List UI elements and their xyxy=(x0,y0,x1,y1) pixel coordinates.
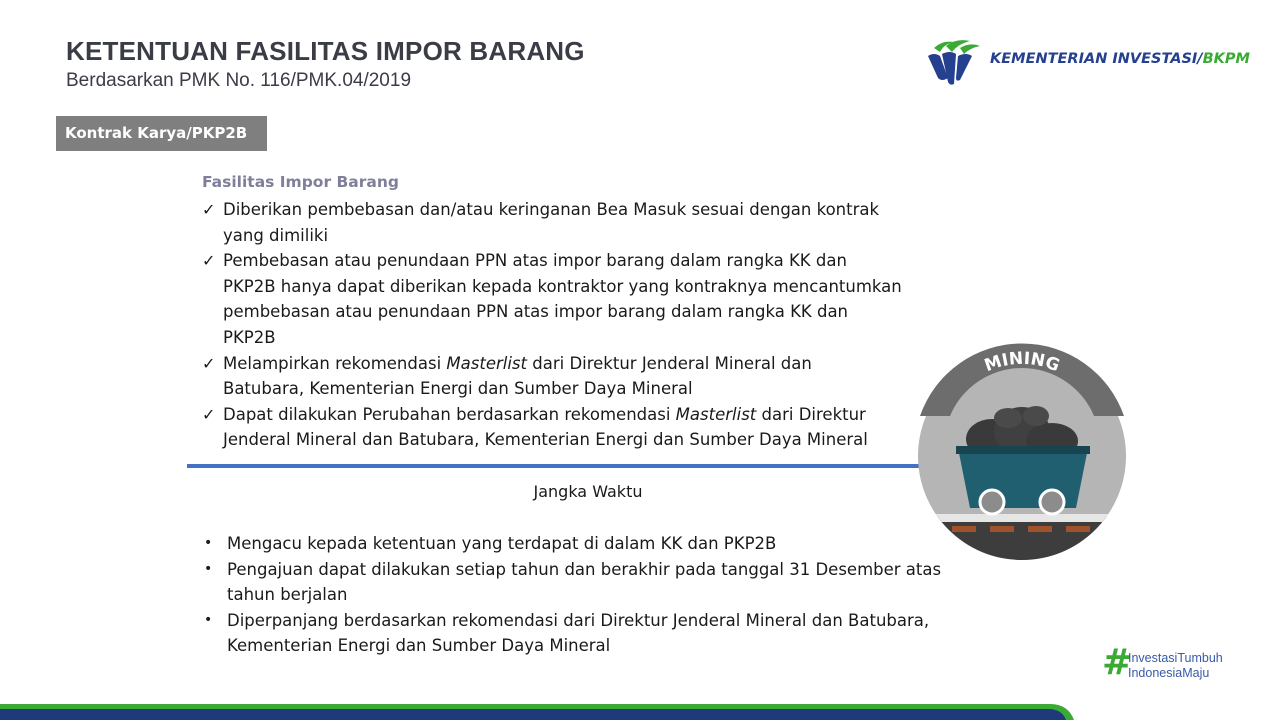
facilities-checklist xyxy=(202,197,942,453)
section-divider xyxy=(187,464,920,468)
page-title: KETENTUAN FASILITAS IMPOR BARANG xyxy=(66,36,585,66)
check-item: ✓ Melampirkan rekomendasi Masterlist dari Direktur Jenderal Mineral dan Batubara, Kementerian Energi dan Sumber Daya Mineral xyxy=(202,351,942,402)
ministry-name: KEMENTERIAN INVESTASI/BKPM xyxy=(990,51,1250,67)
list-item: • Pengajuan dapat dilakukan setiap tahun dan berakhir pada tanggal 31 Desember atas tahun berjalan xyxy=(204,557,974,608)
ministry-emblem-icon xyxy=(924,38,984,88)
bullet-icon: • xyxy=(204,535,213,551)
list-item: • Mengacu kepada ketentuan yang terdapat di dalam KK dan PKP2B xyxy=(204,531,974,557)
page-subtitle: Berdasarkan PMK No. 116/PMK.04/2019 xyxy=(66,70,412,91)
mining-label: MINING xyxy=(981,348,1063,377)
footer-bar xyxy=(0,700,1280,720)
hashtag-line-1: InvestasiTumbuh xyxy=(1128,651,1223,665)
checkmark-icon: ✓ xyxy=(202,251,216,271)
hashtag-icon: # xyxy=(1102,642,1133,683)
checkmark-icon: ✓ xyxy=(202,404,216,424)
period-list xyxy=(204,531,974,659)
ministry-logo xyxy=(924,38,1250,88)
period-heading: Jangka Waktu xyxy=(533,482,643,501)
facilities-heading: Fasilitas Impor Barang xyxy=(202,173,400,191)
bullet-icon: • xyxy=(204,611,213,628)
check-item: ✓ Pembebasan atau penundaan PPN atas impor barang dalam rangka KK dan PKP2B hanya dapat diberikan kepada kontraktor yang kontraknya mencantumkan pembebasan atau penundaan PPN atas impor barang dalam rangka KK dan PKP2B xyxy=(202,248,942,350)
checkmark-icon: ✓ xyxy=(202,200,216,219)
check-item: ✓ Diberikan pembebasan dan/atau keringanan Bea Masuk sesuai dengan kontrak yang dimiliki xyxy=(202,197,942,248)
list-item: • Diperpanjang berdasarkan rekomendasi dari Direktur Jenderal Mineral dan Batubara, Kementerian Energi dan Sumber Daya Mineral xyxy=(204,608,974,659)
mining-cart-icon xyxy=(912,336,1132,566)
check-item: ✓ Dapat dilakukan Perubahan berdasarkan rekomendasi Masterlist dari Direktur Jenderal Mineral dan Batubara, Kementerian Energi dan Sumber Daya Mineral xyxy=(202,402,942,453)
checkmark-icon: ✓ xyxy=(202,353,216,373)
bullet-icon: • xyxy=(204,560,213,577)
section-tag: Kontrak Karya/PKP2B xyxy=(56,116,267,151)
hashtag-line-2: IndonesiaMaju xyxy=(1128,666,1210,680)
